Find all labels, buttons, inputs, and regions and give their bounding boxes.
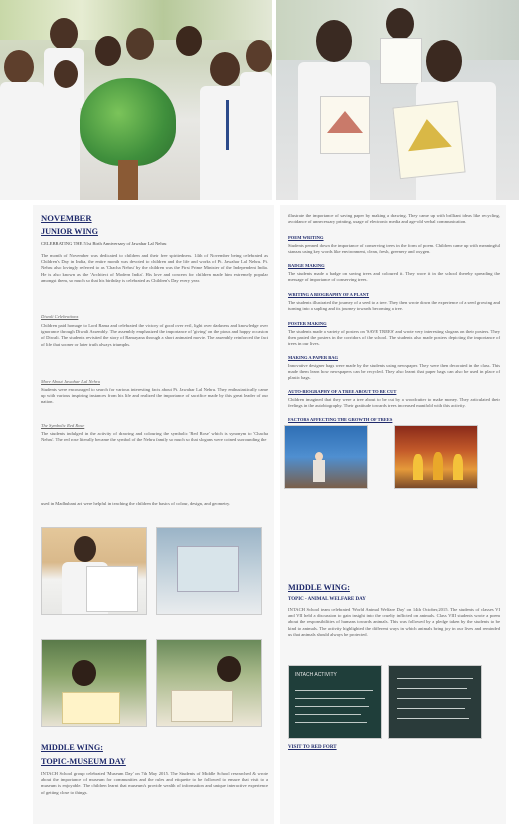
- photo-children-with-tree-poster: [0, 0, 272, 200]
- para-paper-bag: Innovative designer bags were made by the students using newspaper. They were then decorated in the class. This made them learn how newspapers can be recycled. They also learnt that paper bags can also be used in place of plastic bags.: [288, 363, 500, 381]
- para-poster: The students made a variety of posters on 'SAVE TREES' and wrote very interesting slogans on their posters. They then pasted the posters in the corridors of the school. The students also made posters depicting the importance of trees in our lives.: [288, 329, 500, 347]
- chalkboard-text: INTACH ACTIVITY: [295, 672, 337, 678]
- badge-heading: BADGE MAKING: [288, 263, 325, 268]
- celebrating-line: CELEBRATING THE 51st Birth Anniversary of Jawahar Lal Nehru: [41, 241, 167, 246]
- para-poem: Students penned down the importance of conserving trees in the form of poem. Children came up with meaningful stanzas using key words like environment, clean, fresh, greenery and oxygen.: [288, 243, 500, 255]
- para-madhubani: used in Madhubani art were helpful in teaching the children the basics of colour, design, and geometry.: [41, 501, 231, 506]
- red-fort-heading: VISIT TO RED FORT: [288, 745, 337, 750]
- middle-wing-heading-right: MIDDLE WING:: [288, 583, 350, 592]
- biography-heading: WRITING A BIOGRAPHY OF A PLANT: [288, 292, 370, 297]
- autobiography-heading: AUTO-BIOGRAPHY OF A TREE ABOUT TO BE CUT: [288, 389, 397, 394]
- photo-stage-performance: [284, 425, 368, 489]
- factors-heading: FACTORS AFFECTING THE GROWTH OF TREES: [288, 417, 393, 422]
- para-more-nehru: Students were encouraged to search for various interesting facts about Pt. Jawahar Lal Nehru. They enthusiastically came up with various inspiring instances from his life and realized the importance of sacrifice made by this great leader of our nation.: [41, 387, 268, 405]
- photo-cultural-dance: [394, 425, 478, 489]
- tree-poster-icon: [80, 78, 176, 166]
- poem-heading: POEM WRITING: [288, 235, 324, 240]
- para-museum-day: INTACH School group celebrated 'Museum Day' on 7th May 2015. The Students of Middle School researched & wrote about the importance of museum for communities and the rules and etiquette to be followed to ensure that visit to a museum is enjoyable. The children learnt that museum's provide wealth of information and unique interactive experience of getting close to things.: [41, 771, 268, 795]
- para-diwali: Children paid homage to Lord Rama and celebrated the victory of good over evil, light over darkness and knowledge over ignorance through Diwali Assembly. The assembly emphasized the importance of 'giving' on the pious and happy occasion of Diwali. The students revisited the story of Ramayana through a short animated movie. The assembly reinforced the fact of life that sooner or later truth always triumphs.: [41, 323, 268, 347]
- para-biography: The students illustrated the journey of a seed to a tree. They then wrote down the experience of a seed growing and turning into a sapling and its journey towards becoming a tree.: [288, 300, 500, 312]
- middle-wing-heading: MIDDLE WING:: [41, 743, 103, 752]
- junior-wing-heading: JUNIOR WING: [41, 227, 98, 236]
- photo-children-with-posters: [276, 0, 519, 200]
- para-saving-paper: illustrate the importance of saving paper by making a drawing. They came up with brilliant ideas like recycling, avoidance of unnecessary printing, usage of electronic media and age-old verbal communication.: [288, 213, 500, 225]
- more-nehru-heading: More About Jawahar Lal Nehru: [41, 379, 100, 384]
- photo-children-drawing-1: [41, 639, 147, 727]
- photo-chalkboard-activity: [288, 665, 382, 739]
- para-animal-welfare: INTACH School team celebrated 'World Animal Welfare Day' on 14th October,2015. The students of classes VI and VII held a discussion to gain insight into the cruelty inflicted on animals. Class VIII students wrote a poem about the responsibilities of humans towards animals. This was followed by a pledge taken by the students to be kind to animals. The activity highlighted the different ways in which animals bring joy in our lives and reminded us that animals should always be protected.: [288, 607, 500, 637]
- photo-children-drawing-2: [156, 639, 262, 727]
- photo-classroom-display: [156, 527, 262, 615]
- animal-welfare-heading: TOPIC - ANIMAL WELFARE DAY: [288, 597, 366, 602]
- diwali-heading: Diwali Celebrations: [41, 314, 79, 319]
- para-badge: The students made a badge on saving trees and coloured it. They wore it in the school thereby spreading the message of importance of conserving trees.: [288, 271, 500, 283]
- month-heading: NOVEMBER: [41, 213, 92, 223]
- photo-girl-with-drawing: [41, 527, 147, 615]
- paper-bag-heading: MAKING A PAPER BAG: [288, 355, 339, 360]
- museum-day-heading: TOPIC-MUSEUM DAY: [41, 757, 126, 766]
- para-red-rose: The students indulged in the activity of drawing and colouring the symbolic 'Red Rose' which is synonym to 'Chacha Nehru'. The red rose literally became the symbol of the Nehru family so much so that slogans were coined surrounding the: [41, 431, 268, 443]
- newsletter-page-left: [33, 205, 274, 824]
- red-rose-heading: The Symbolic Red Rose: [41, 423, 85, 428]
- poster-heading: POSTER MAKING: [288, 321, 327, 326]
- newsletter-page-right: [280, 205, 506, 824]
- para-autobiography: Children imagined that they were a tree about to be cut by a woodcutter to make money. They articulated their feelings in the autobiography. Their gratitude towards trees increased manifold with this activity.: [288, 397, 500, 409]
- para-november: The month of November was dedicated to children and their free spiritedness. 14th of November being celebrated as Children's Day in India, the entire month was devoted to children and the life and works of Pt. Jawahar Lal Nehru. Pt. Nehru also lovingly referred to as 'Chacha Nehru' by the children was the First Prime Minister of the Independent India. He is also known as the 'Architect of Modern India'. His love and concern for children made him extremely popular amongst them, so much so that his birthday is celebrated as Children's Day every year.: [41, 253, 268, 283]
- photo-chalkboard-notes: [388, 665, 482, 739]
